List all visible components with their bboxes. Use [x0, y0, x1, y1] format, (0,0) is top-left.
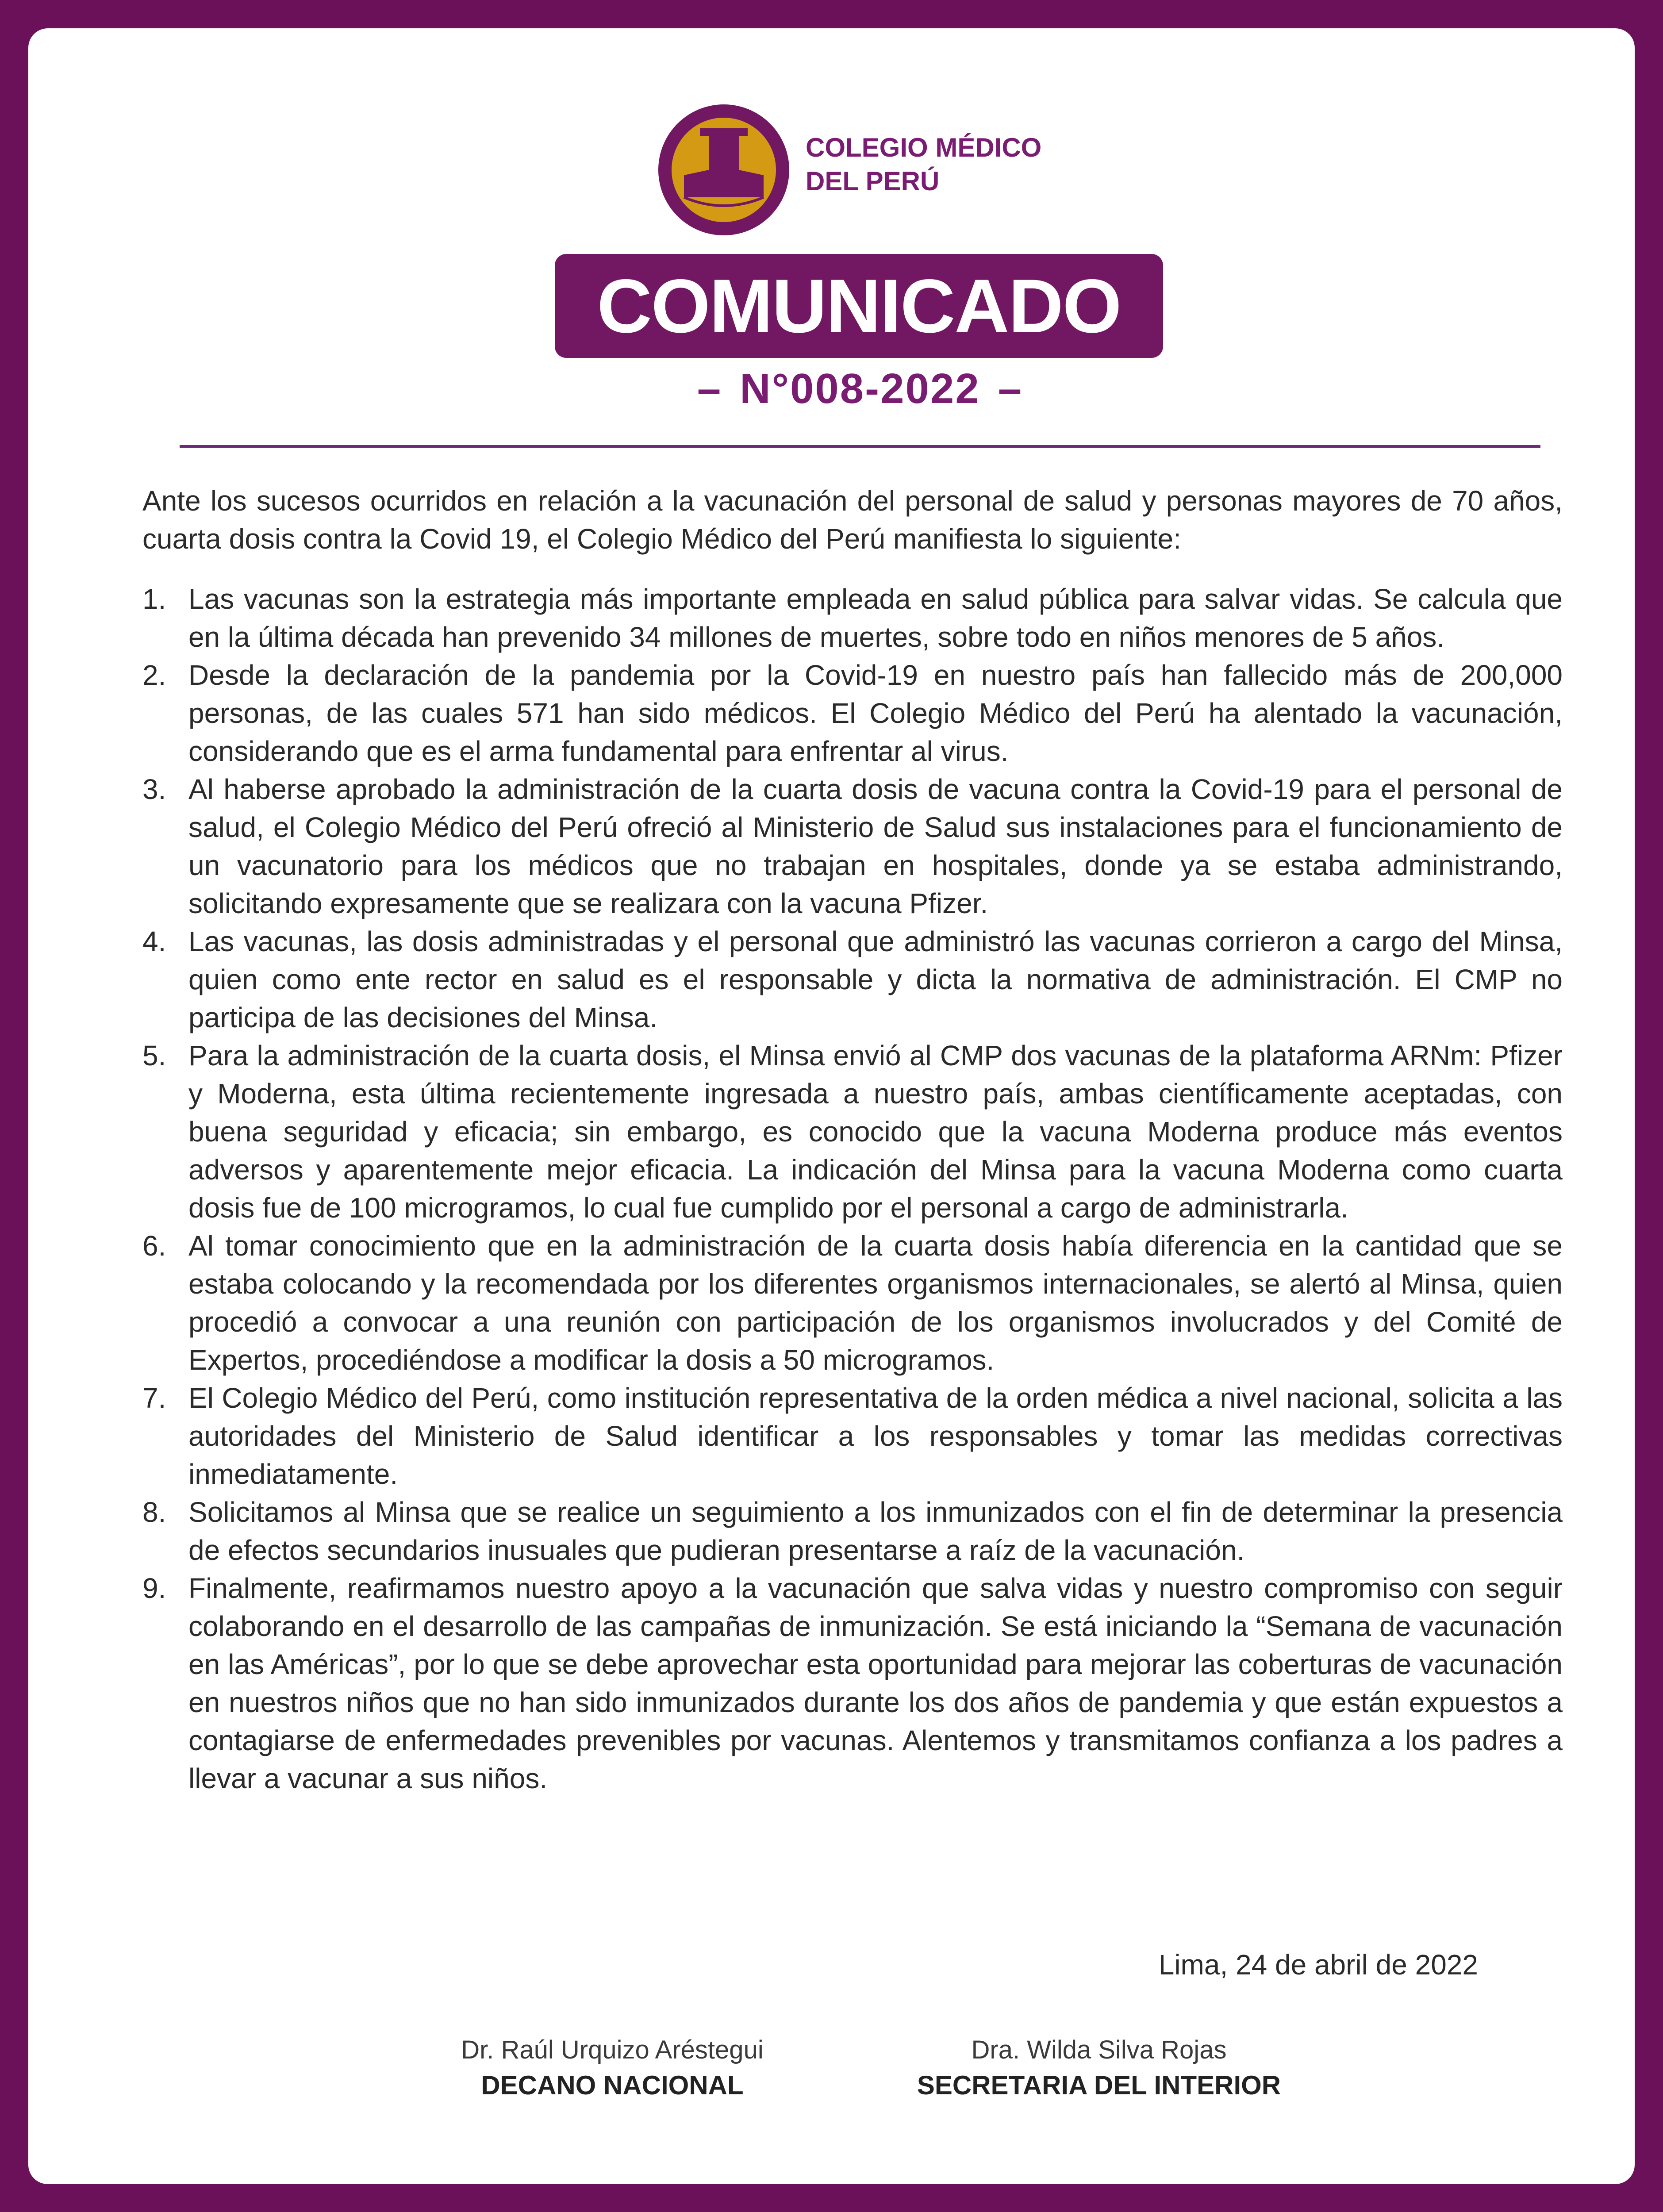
list-item — [142, 656, 1563, 770]
list-item — [142, 580, 1563, 656]
list-item — [142, 1569, 1563, 1797]
signature-secretary — [878, 2032, 1320, 2103]
list-item-text: Solicitamos al Minsa que se realice un seguimiento a los inmunizados con el fin de determinar la presencia de efectos secundarios inusuales que pudieran presentarse a raíz de la vacunación. — [188, 1496, 1563, 1566]
date-line: Lima, 24 de abril de 2022 — [1158, 1949, 1478, 1981]
institution-logo — [657, 104, 1109, 245]
communique-body — [142, 482, 1563, 1797]
document-page — [28, 28, 1635, 2184]
list-item-text: Las vacunas son la estrategia más importante empleada en salud pública para salvar vidas. Se calcula que en la última década han prevenido 34 millones de muertes, sobre todo en niños menores de 5 años. — [188, 583, 1563, 653]
divider — [180, 445, 1540, 448]
seal-emblem-icon — [657, 104, 790, 236]
signatory-name: Dr. Raúl Urquizo Aréstegui — [461, 2035, 764, 2064]
list-item — [142, 1379, 1563, 1493]
institution-name-line1: COLEGIO MÉDICO — [806, 133, 1042, 162]
signatory-name: Dra. Wilda Silva Rojas — [971, 2035, 1227, 2064]
list-number: 5. — [142, 1040, 166, 1071]
list-item-text: Finalmente, reafirmamos nuestro apoyo a la vacunación que salva vidas y nuestro compromiso con seguir colaborando en el desarrollo de las campañas de inmunización. Se está iniciando la “Semana de vacunación en las Américas”, por lo que se debe aprovechar esta oportunidad para mejorar las coberturas de vacunación en nuestros niños que no han sido inmunizados durante los dos años de pandemia y que están expuestos a contagiarse de enfermedades prevenibles por vacunas. Alentemos y transmitamos confianza a los padres a llevar a vacunar a sus niños. — [188, 1572, 1563, 1794]
page-title: COMUNICADO — [597, 263, 1121, 349]
institution-name-line2: DEL PERÚ — [806, 166, 940, 196]
communique-number-text: N°008-2022 — [740, 365, 980, 412]
signatory-role: DECANO NACIONAL — [481, 2070, 744, 2100]
list-item-text: Al tomar conocimiento que en la administración de la cuarta dosis había diferencia en la cantidad que se estaba colocando y la recomendada por los diferentes organismos internacionales, se alertó al Minsa, quien procedió a convocar a una reunión con participación de los organismos involucrados y del Comité de Expertos, procediéndose a modificar la dosis a 50 microgramos. — [188, 1230, 1563, 1376]
list-item — [142, 770, 1563, 922]
list-item-text: Para la administración de la cuarta dosis, el Minsa envió al CMP dos vacunas de la plataforma ARNm: Pfizer y Moderna, esta última recientemente ingresada a nuestro país, ambas científicamente aceptadas, con buena seguridad y eficacia; sin embargo, es conocido que la vacuna Moderna produce más eventos adversos y aparentemente mejor eficacia. La indicación del Minsa para la vacuna Moderna como cuarta dosis fue de 100 microgramos, lo cual fue cumplido por el personal a cargo de administrarla. — [188, 1040, 1563, 1224]
list-item-text: Las vacunas, las dosis administradas y el personal que administró las vacunas corrieron a cargo del Minsa, quien como ente rector en salud es el responsable y dicta la normativa de administración. El CMP no participa de las decisiones del Minsa. — [188, 926, 1563, 1033]
list-number: 8. — [142, 1496, 166, 1528]
list-item-text: Desde la declaración de la pandemia por la Covid-19 en nuestro país han fallecido más de 200,000 personas, de las cuales 571 han sido médicos. El Colegio Médico del Perú ha alentado la vacunación, considerando que es el arma fundamental para enfrentar al virus. — [188, 659, 1563, 767]
list-number: 1. — [142, 583, 166, 615]
list-number: 3. — [142, 773, 166, 805]
institution-name — [806, 131, 1106, 198]
intro-paragraph: Ante los sucesos ocurridos en relación a la vacunación del personal de salud y personas mayores de 70 años, cuarta dosis contra la Covid 19, el Colegio Médico del Perú manifiesta lo siguiente: — [142, 485, 1563, 555]
communique-number — [639, 365, 1081, 413]
list-number: 4. — [142, 926, 166, 957]
list-number: 6. — [142, 1230, 166, 1262]
list-number: 7. — [142, 1382, 166, 1414]
dash-right: – — [998, 365, 1023, 412]
signatory-role: SECRETARIA DEL INTERIOR — [917, 2070, 1281, 2100]
list-number: 9. — [142, 1572, 166, 1604]
signature-dean — [391, 2032, 833, 2103]
list-item — [142, 1227, 1563, 1379]
list-item-text: El Colegio Médico del Perú, como institución representativa de la orden médica a nivel nacional, solicita a las autoridades del Ministerio de Salud identificar a los responsables y tomar las medidas correctivas inmediatamente. — [188, 1382, 1563, 1490]
numbered-list — [142, 580, 1563, 1797]
list-item — [142, 922, 1563, 1037]
list-number: 2. — [142, 659, 166, 691]
dash-left: – — [697, 365, 722, 412]
list-item — [142, 1493, 1563, 1569]
list-item — [142, 1037, 1563, 1227]
list-item-text: Al haberse aprobado la administración de la cuarta dosis de vacuna contra la Covid-19 para el personal de salud, el Colegio Médico del Perú ofreció al Ministerio de Salud sus instalaciones para el funcionamiento de un vacunatorio para los médicos que no trabajan en hospitales, donde ya se estaba administrando, solicitando expresamente que se realizara con la vacuna Pfizer. — [188, 773, 1563, 919]
title-banner — [555, 254, 1163, 358]
